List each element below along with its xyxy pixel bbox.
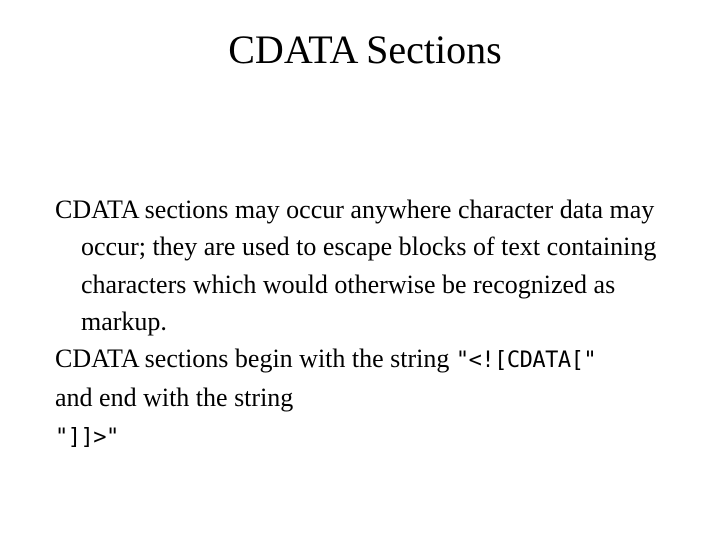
cdata-begin-code: "<![CDATA[" bbox=[455, 348, 597, 374]
slide-title: CDATA Sections bbox=[228, 27, 502, 72]
paragraph-cdata-end: and end with the string bbox=[55, 383, 294, 413]
paragraph-cdata-description: CDATA sections may occur anywhere character data may occur; they are used to escape blocks of text containing characters which would otherwise be recognized as markup. bbox=[55, 195, 657, 336]
slide-body bbox=[55, 191, 695, 456]
cdata-begin-text: CDATA sections begin with the string bbox=[55, 344, 456, 374]
cdata-end-code: "]]>" bbox=[55, 424, 119, 450]
paragraph-cdata-end-code bbox=[55, 417, 695, 456]
paragraph-cdata-begin bbox=[55, 340, 695, 379]
